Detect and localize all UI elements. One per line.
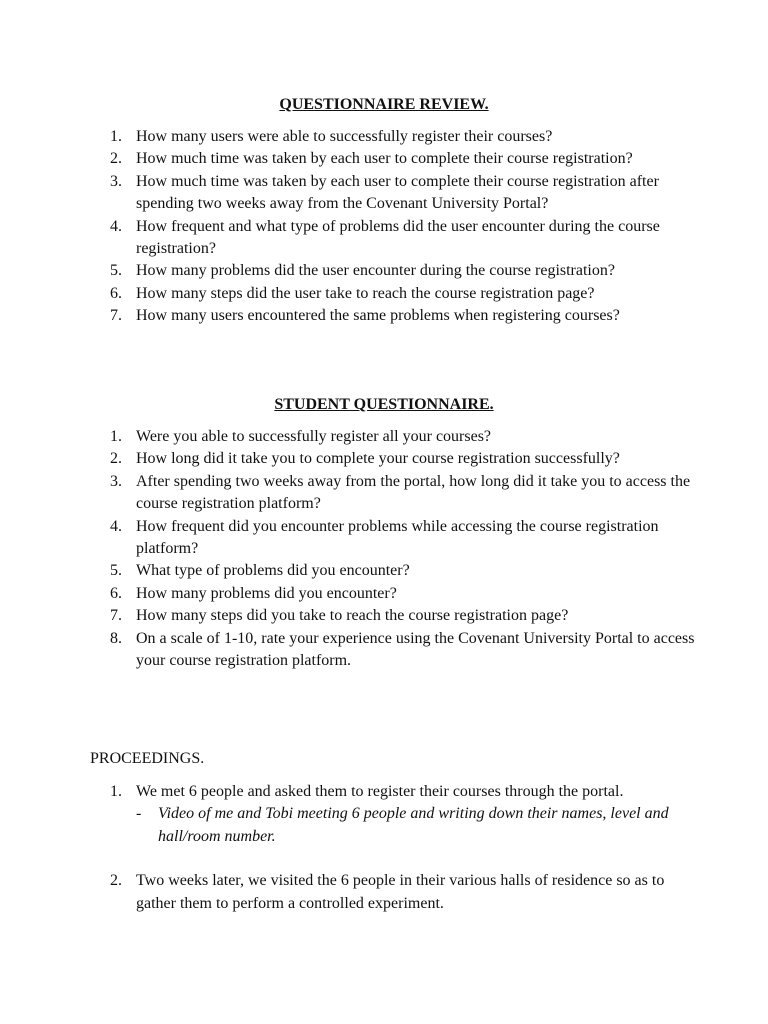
item-number: 4. [110, 217, 122, 235]
item-text: Were you able to successfully register all your courses? [136, 428, 492, 445]
item-number: 2. [110, 150, 122, 168]
item-text: How many problems did the user encounter during the course registration? [136, 262, 615, 280]
item-text: Two weeks later, we visited the 6 people in their various halls of residence so as to gather them to perform a controlled experiment. [136, 872, 665, 912]
list-item [110, 171, 696, 216]
questionnaire-review-heading: QUESTIONNAIRE REVIEW. [279, 96, 489, 113]
item-text: How many users were able to successfully register their courses? [136, 128, 553, 145]
item-text: What type of problems did you encounter? [136, 562, 410, 580]
list-item [110, 870, 696, 915]
item-text: How many steps did you take to reach the course registration page? [136, 607, 569, 625]
list-item [110, 216, 696, 261]
list-item [110, 426, 696, 448]
item-number: 6. [110, 284, 122, 302]
list-item [110, 516, 696, 561]
note-text: Video of me and Tobi meeting 6 people and writing down their names, level and hall/room number. [158, 805, 669, 845]
item-text: On a scale of 1-10, rate your experience using the Covenant University Portal to access your course registration platform. [136, 629, 695, 670]
item-number: 2. [110, 872, 122, 890]
proceedings-heading: PROCEEDINGS. [90, 750, 205, 767]
list-item [110, 260, 696, 282]
note-dash: - [136, 805, 142, 823]
item-number: 5. [110, 262, 122, 280]
list-item [110, 605, 696, 627]
video-note [136, 803, 696, 848]
item-number: 2. [110, 450, 122, 468]
questionnaire-review-list [110, 126, 696, 328]
student-questionnaire-list [110, 426, 696, 672]
item-text: How many problems did you encounter? [136, 584, 397, 602]
item-text: We met 6 people and asked them to register their courses through the portal. [136, 783, 624, 800]
list-item [110, 448, 696, 470]
list-item [110, 781, 696, 848]
student-questionnaire-heading: STUDENT QUESTIONNAIRE. [274, 396, 494, 413]
item-text: How many steps did the user take to reach the course registration page? [136, 284, 595, 302]
list-item [110, 583, 696, 605]
item-number: 1. [110, 128, 122, 145]
list-item [110, 628, 696, 673]
item-number: 8. [110, 629, 122, 647]
item-number: 6. [110, 584, 122, 602]
item-text: How much time was taken by each user to complete their course registration? [136, 150, 633, 168]
item-text: After spending two weeks away from the portal, how long did it take you to access the course registration platform? [136, 472, 691, 513]
item-text: How long did it take you to complete your course registration successfully? [136, 450, 620, 468]
item-number: 7. [110, 607, 122, 625]
item-text: How many users encountered the same problems when registering courses? [136, 307, 620, 325]
item-number: 4. [110, 517, 122, 535]
item-number: 1. [110, 783, 122, 800]
item-text: How frequent did you encounter problems while accessing the course registration platform? [136, 517, 659, 558]
item-number: 3. [110, 172, 122, 190]
list-item [110, 126, 696, 148]
list-item [110, 305, 696, 327]
item-number: 7. [110, 307, 122, 325]
item-number: 1. [110, 428, 122, 445]
list-item [110, 471, 696, 516]
item-number: 5. [110, 562, 122, 580]
item-text: How frequent and what type of problems did the user encounter during the course registration? [136, 217, 660, 258]
list-item [110, 148, 696, 170]
proceedings-list [110, 781, 696, 915]
list-item [110, 560, 696, 582]
list-item [110, 283, 696, 305]
item-number: 3. [110, 472, 122, 490]
item-text: How much time was taken by each user to complete their course registration after spending two weeks away from the Covenant University Portal? [136, 172, 659, 213]
